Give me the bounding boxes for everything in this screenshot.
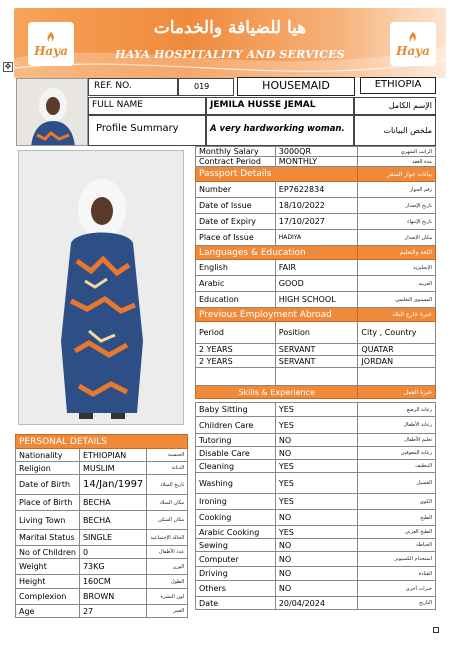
- skills-row-label: Others: [196, 581, 276, 597]
- position-value: HOUSEMAID: [262, 79, 330, 92]
- table-row: [196, 322, 436, 344]
- skills-row-arabic-label: الطبخ: [358, 510, 436, 526]
- employment-position: SERVANT: [275, 344, 358, 356]
- company-name-arabic: هيا للضيافة والخدمات: [153, 18, 307, 38]
- table-row: [196, 356, 436, 368]
- table-row: [16, 530, 188, 546]
- resize-handle-icon[interactable]: [433, 627, 439, 633]
- personal-row-value: SINGLE: [79, 530, 146, 546]
- place-of-issue-ar: مكان الإصدار: [358, 230, 436, 246]
- ref-no-value: 019: [194, 82, 210, 91]
- full-name-label: FULL NAME: [92, 100, 143, 110]
- skills-row-value: NO: [275, 434, 358, 447]
- table-row: [196, 260, 436, 276]
- personal-row-arabic-label: مكان الميلاد: [147, 495, 188, 511]
- skills-row-arabic-label: استخدام الكمبيوتر: [358, 552, 436, 567]
- skills-row-value: NO: [275, 567, 358, 581]
- skills-row-arabic-label: رعاية المعوقين: [358, 447, 436, 460]
- skills-row-label: Tutoring: [196, 434, 276, 447]
- logo-text: Haya: [396, 44, 430, 58]
- english-ar: الإنجليزية: [358, 260, 436, 276]
- employment-empty-cell: [358, 368, 436, 386]
- personal-section-header: [16, 435, 188, 449]
- employment-period: 2 YEARS: [196, 356, 276, 368]
- table-row: [16, 575, 188, 589]
- personal-row-label: Marital Status: [16, 530, 80, 546]
- employment-title-ar: خبرة خارج البلاد: [358, 308, 436, 322]
- monthly-salary-label: Monthly Salary: [196, 147, 276, 157]
- personal-row-label: Nationality: [16, 449, 80, 462]
- issue-date-label: Date of Issue: [196, 198, 276, 214]
- employment-header-location: City , Country: [358, 322, 436, 344]
- education-label: Education: [196, 292, 276, 308]
- skills-row-label: Children Care: [196, 417, 276, 434]
- languages-section-header: [196, 246, 436, 260]
- table-row: [196, 447, 436, 460]
- table-row: [196, 276, 436, 292]
- personal-row-arabic-label: لون البشرة: [147, 589, 188, 605]
- full-name-value: JEMILA HUSSE JEMAL: [210, 100, 316, 110]
- skills-row-arabic-label: رعاية الرضع: [358, 403, 436, 417]
- table-row: [196, 157, 436, 167]
- table-row: [196, 539, 436, 552]
- personal-row-arabic-label: تاريخ الميلاد: [147, 475, 188, 495]
- skills-row-arabic-label: التنظيف: [358, 460, 436, 473]
- english-label: English: [196, 260, 276, 276]
- skills-table: [195, 402, 436, 610]
- skills-row-value: YES: [275, 473, 358, 494]
- company-name-english: HAYA HOSPITALITY AND SERVICES: [115, 48, 345, 61]
- skills-row-value: YES: [275, 417, 358, 434]
- table-row: [16, 475, 188, 495]
- table-row: [16, 449, 188, 462]
- details-table-right: [195, 146, 436, 399]
- skills-row-label: Washing: [196, 473, 276, 494]
- skills-row-value: NO: [275, 539, 358, 552]
- table-row: [196, 198, 436, 214]
- candidate-photo-small: [16, 78, 88, 146]
- table-row: [16, 605, 188, 618]
- table-row: [196, 147, 436, 157]
- skills-row-label: Baby Sitting: [196, 403, 276, 417]
- skills-row-value: YES: [275, 494, 358, 510]
- personal-row-label: Religion: [16, 462, 80, 475]
- skills-row-label: Ironing: [196, 494, 276, 510]
- personal-row-label: Age: [16, 605, 80, 618]
- employment-location: JORDAN: [358, 356, 436, 368]
- table-row: [16, 589, 188, 605]
- passport-section-header: [196, 167, 436, 182]
- personal-row-arabic-label: الجنسية: [147, 449, 188, 462]
- skills-row-label: Cleaning: [196, 460, 276, 473]
- education-value: HIGH SCHOOL: [275, 292, 358, 308]
- skills-row-value: 20/04/2024: [275, 597, 358, 610]
- personal-row-label: Weight: [16, 559, 80, 575]
- employment-empty-cell: [275, 368, 358, 386]
- country-value: ETHIOPIA: [374, 79, 422, 90]
- table-row: [196, 214, 436, 230]
- passport-title-ar: بيانات جواز السفر: [358, 167, 436, 182]
- employment-header-period: Period: [196, 322, 276, 344]
- table-row: [196, 567, 436, 581]
- skills-row-value: NO: [275, 447, 358, 460]
- personal-row-arabic-label: عدد الأطفال: [147, 546, 188, 559]
- education-ar: المستوى التعليمي: [358, 292, 436, 308]
- passport-number-value: EP7622834: [275, 182, 358, 198]
- monthly-salary-value: 3000QR: [275, 147, 358, 157]
- passport-number-ar: رقم الجواز: [358, 182, 436, 198]
- skills-row-arabic-label: خبرات أخرى: [358, 581, 436, 597]
- personal-row-value: ETHIOPIAN: [79, 449, 146, 462]
- table-row: [196, 182, 436, 198]
- flame-logo-icon: [406, 31, 420, 45]
- passport-number-label: Number: [196, 182, 276, 198]
- skills-row-value: YES: [275, 460, 358, 473]
- employment-title: Previous Employment Abroad: [196, 308, 358, 322]
- personal-row-value: 160CM: [79, 575, 146, 589]
- skills-row-label: Computer: [196, 552, 276, 567]
- passport-title: Passport Details: [196, 167, 358, 182]
- table-row: [196, 473, 436, 494]
- employment-position: SERVANT: [275, 356, 358, 368]
- personal-title: PERSONAL DETAILS: [16, 435, 188, 449]
- personal-row-label: Height: [16, 575, 80, 589]
- table-row: [196, 510, 436, 526]
- haya-logo-right: [390, 22, 436, 66]
- skills-row-arabic-label: القيادة: [358, 567, 436, 581]
- summary-ar: ملخص البيانات: [383, 126, 432, 135]
- personal-row-arabic-label: الحالة الإجتماعية: [147, 530, 188, 546]
- table-row: [16, 462, 188, 475]
- expiry-date-ar: تاريخ الإنتهاء: [358, 214, 436, 230]
- skills-row-label: Sewing: [196, 539, 276, 552]
- skills-row-arabic-label: الغسيل: [358, 473, 436, 494]
- monthly-salary-ar: الراتب الشهري: [358, 147, 436, 157]
- contract-period-ar: مدة العقد: [358, 157, 436, 167]
- personal-row-value: BECHA: [79, 511, 146, 530]
- expiry-date-value: 17/10/2027: [275, 214, 358, 230]
- skills-row-label: Arabic Cooking: [196, 526, 276, 539]
- table-move-handle-icon[interactable]: ✥: [4, 62, 12, 71]
- full-name-ar: الإسم الكامل: [388, 101, 432, 110]
- employment-location: QUATAR: [358, 344, 436, 356]
- employment-empty-cell: [196, 368, 276, 386]
- skills-row-arabic-label: تعليم الأطفال: [358, 434, 436, 447]
- skills-row-arabic-label: الكوي: [358, 494, 436, 510]
- skills-title: Skills & Experience: [196, 386, 358, 399]
- arabic-value: GOOD: [275, 276, 358, 292]
- skills-row-arabic-label: التاريخ: [358, 597, 436, 610]
- ref-no-label: REF. NO.: [94, 81, 132, 91]
- employment-section-header: [196, 308, 436, 322]
- contract-period-label: Contract Period: [196, 157, 276, 167]
- personal-row-value: 27: [79, 605, 146, 618]
- candidate-photo-full: [18, 150, 184, 425]
- table-row: [196, 434, 436, 447]
- skills-row-value: NO: [275, 552, 358, 567]
- table-row: [196, 344, 436, 356]
- expiry-date-label: Date of Expiry: [196, 214, 276, 230]
- personal-row-value: 73KG: [79, 559, 146, 575]
- personal-row-arabic-label: مكان السكن: [147, 511, 188, 530]
- personal-row-value: 0: [79, 546, 146, 559]
- skills-row-value: YES: [275, 526, 358, 539]
- personal-row-arabic-label: الوزن: [147, 559, 188, 575]
- languages-title-ar: اللغة والتعليم: [358, 246, 436, 260]
- table-row: [16, 546, 188, 559]
- personal-row-value: 14/Jan/1997: [79, 475, 146, 495]
- employment-period: 2 YEARS: [196, 344, 276, 356]
- letterhead-banner: [14, 8, 446, 78]
- table-row: [196, 460, 436, 473]
- skills-row-label: Date: [196, 597, 276, 610]
- languages-title: Languages & Education: [196, 246, 358, 260]
- issue-date-ar: تاريخ الإصدار: [358, 198, 436, 214]
- table-row: [16, 511, 188, 530]
- personal-row-label: Date of Birth: [16, 475, 80, 495]
- arabic-label: Arabic: [196, 276, 276, 292]
- english-value: FAIR: [275, 260, 358, 276]
- table-row: [196, 494, 436, 510]
- summary-value: A very hardworking woman.: [210, 124, 345, 134]
- personal-details-table: [15, 434, 188, 618]
- personal-row-arabic-label: الطول: [147, 575, 188, 589]
- personal-row-label: Living Town: [16, 511, 80, 530]
- skills-row-label: Disable Care: [196, 447, 276, 460]
- place-of-issue-value: HADIYA: [275, 230, 358, 246]
- table-row: [196, 526, 436, 539]
- table-row: [196, 597, 436, 610]
- table-row: [196, 552, 436, 567]
- skills-row-value: NO: [275, 581, 358, 597]
- issue-date-value: 18/10/2022: [275, 198, 358, 214]
- person-full-body-icon: [19, 151, 184, 425]
- personal-row-value: MUSLIM: [79, 462, 146, 475]
- personal-row-label: Complexion: [16, 589, 80, 605]
- table-row: [196, 230, 436, 246]
- personal-row-label: No of Children: [16, 546, 80, 559]
- table-row: [196, 403, 436, 417]
- skills-row-arabic-label: الخياطة: [358, 539, 436, 552]
- personal-row-value: BECHA: [79, 495, 146, 511]
- table-row: [16, 495, 188, 511]
- place-of-issue-label: Place of Issue: [196, 230, 276, 246]
- skills-title-ar: خبرة العمل: [358, 386, 436, 399]
- table-row: [196, 368, 436, 386]
- personal-row-arabic-label: الديانة: [147, 462, 188, 475]
- logo-text: Haya: [34, 44, 68, 58]
- skills-row-arabic-label: الطبخ العربي: [358, 526, 436, 539]
- contract-period-value: MONTHLY: [275, 157, 358, 167]
- skills-row-label: Cooking: [196, 510, 276, 526]
- skills-row-value: YES: [275, 403, 358, 417]
- skills-row-label: Driving: [196, 567, 276, 581]
- table-row: [16, 559, 188, 575]
- skills-row-value: NO: [275, 510, 358, 526]
- person-portrait-icon: [17, 79, 88, 146]
- employment-header-position: Position: [275, 322, 358, 344]
- arabic-ar: العربية: [358, 276, 436, 292]
- table-row: [196, 581, 436, 597]
- table-row: [196, 417, 436, 434]
- personal-row-value: BROWN: [79, 589, 146, 605]
- skills-section-header: [196, 386, 436, 399]
- summary-label: Profile Summary: [96, 123, 179, 134]
- table-row: [196, 292, 436, 308]
- skills-row-arabic-label: رعاية الأطفال: [358, 417, 436, 434]
- personal-row-label: Place of Birth: [16, 495, 80, 511]
- personal-row-arabic-label: العمر: [147, 605, 188, 618]
